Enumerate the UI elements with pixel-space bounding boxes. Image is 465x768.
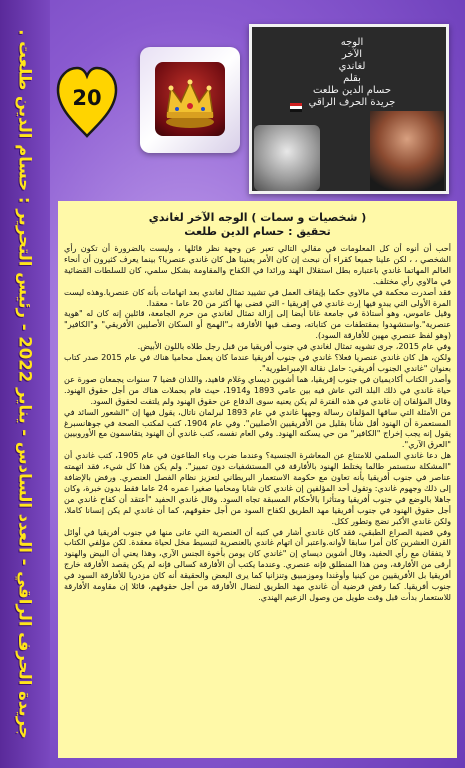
article-body xyxy=(64,243,451,753)
photo-caption: الوجه الآخر لغاندي بقلم حسام الدين طلعت جريدة الحرف الراقي xyxy=(308,37,396,108)
article-paragraph: وفي قضية الصراع الطبقي، فقد كان غاندي أشار في كتبه أن العنصرية التي عانى منها في جنوب أفريقيا في أوائل القرن العشرين كان أمرا سابقا لأوانه.واعتبر أن اتهام غاندي بالعنصرية لتبسيط مخل لحياة معقدة. لكن مؤلفي الكتاب لا يتفقان مع رأي الحفيد، وقال أشوين ديساي إن "غاندي كان يومن بأخوة الجنس الآري، وهذا يعني أن البيض والهنود أرقى من الأفارقة، ومن هذا المنطلق فإنه عنصري. وعندما يكتب أن الأفارقة كسالى فإنه لم يكن يقصد الأفارقة خارج أفريقيا بل الأفريقيين من كينيا وأوغندا وموزمبيق وتنزانيا كما يرى البعض والحقيقة أنه كان مزدريا للأفارقة السود في جنوب أفريقيا. كما رفض فرضية أن غاندي مهد الطريق لنضال الأفارقة من أجل حقوقهم، قائلا إن مقاومة الأفارقة للاستعمار بدأت قبل وقت طويل من وصول الزعيم الهندي. xyxy=(64,526,451,602)
newspaper-masthead: جريدة الحرف الراقي - العدد السادس - يناير 2022 - رئيس التحرير : حسام الدين طلعت . xyxy=(15,29,35,739)
article-paragraph: وقيل عاموس، وهو أستاذة في جامعة غانا أيضا إلى إزالة تمثال لغاندي من حرم الجامعة، قائلين إنه كان له "هوية عنصرية".واستشهدوا بمقتطفات من كتاباته، وصف فيها الأفارقة بـ"الهمج أو السكان الأصليين الأفريقي" و"الكافير" (وهو لفظ عنصري مهين للأفارقة السود). xyxy=(64,308,451,341)
article-paragraph: أحب أن أنوه أن كل المعلومات في مقالي التالي تعبر عن وجهة نظر قائلها ، وليست بالضرورة أن تكون رأي الشخصي ، ، لكن علينا جميعا كقراء أن نبحث إن كان الأمر يعنينا هل كان غاندي عنصريا؟ بينما يعرف كثيرون أن أنحاء العالم المهاتما غاندي باعتباره بطل استقلال الهند ورائدا في الكفاح والمقاومة بشكل سلمي، كان للسلطات القضائية في مالاوي رأي مختلف. xyxy=(64,243,451,286)
cover-photo xyxy=(249,24,449,194)
author-portrait xyxy=(370,111,444,191)
article-paragraph: وفي عام 2015، جرى تشويه تمثال لغاندي في جنوب أفريقيا من قبل رجل طلاه باللون الأبيض. xyxy=(137,341,451,352)
article-headline: ( شخصيات و سمات ) الوجه الآخر لغاندي xyxy=(148,211,367,224)
crown-logo xyxy=(140,47,240,153)
article-paragraph: وأصدر الكتاب أكاديميان في جنوب إفريقيا، هما أشوين ديساي وغلام فاهيد، واللذان قضيا 7 سنوات يجمعان صورة عن حياة غاندي في ذلك البلد التي عاش فيه بين عامي 1893 و1914، حيث قام بحملات هناك من أجل حقوق الهنود. وقال المؤلفان إن غاندي في هذه الفترة لم يكن يعنيه سوى الدفاع عن حقوق الهنود ولم يلتفت لحقوق السود. xyxy=(64,373,451,406)
article-panel xyxy=(58,201,457,758)
article-paragraph: هل دعا غاندي السلمي للامتناع عن المعاشرة الجنسية؟ وعندما ضرب وباء الطاعون في عام 1905، كتب غاندي أن "المشكلة ستستمر طالما يختلط الهنود بالأفارقة في المستشفيات دون تمييز". ولم يكن هذا كل شيء، فقد اتهمته عناصر في جنوب أفريقيا بأنه تعاون مع حكومة الاستعمار البريطاني لتعزيز نظام الفصل العنصري. ورفض بالإضافة إلى ذلك وجهوم غاندي: وتقول أحد المؤلفين إن غاندي كان شابا ومحاميا صغيرا عمره 24 عاما فقط بدون خبرة، وكان جاهلا بالوضع في جنوب أفريقيا ومتأثرا بالأحكام المسبقة تجاه السود. وقال غاندي الحفيد "أعتقد أن كفاح غاندي من أجل حقوق الهنود في جنوب أفريقيا مهد الطريق لكفاح السود من أجل حقوقهم، كما أن غاندي لم يكن إنسانا كاملا، ولكن غاندي الأكبر نضج وتطور ككل. xyxy=(64,450,451,526)
crown-icon xyxy=(155,62,225,136)
egypt-flag-icon xyxy=(290,103,302,112)
article-byline: تحقيق : حسام الدين طلعت xyxy=(184,225,331,238)
article-paragraph: فقد أصدرت محكمة في مالاوي حكما بإيقاف العمل في تشييد تمثال لغاندي بعد اتهامات بأنه كان عنصريا.وهذه ليست المرة الأولى التي يبدو فيها إرث غاندي في إفريقيا - التي قضى بها أكثر من 20 عاما - معقدا. xyxy=(64,286,451,308)
article-paragraph: من الأمثلة التي ساقها المؤلفان رسالة وجهها غاندي في عام 1893 لبرلمان ناتال، يقول فيها إن "الشعور السائد في المستعمرة أن الهنود أقل شأنا بقليل من الأفريقيين الأصليين". وفي عام 1904، كتب لمكتب الصحة في جوهانسبرغ يقول إنه يجب إخراج "الكافير" من حي يسكنه الهنود. وفي العام نفسه، كتب غاندي أن الهنود يتقاسمون مع الأوروبيين "العرق الآري". xyxy=(64,406,451,450)
page-number: 20 xyxy=(72,86,102,110)
gandhi-portrait xyxy=(254,125,320,191)
article-paragraph: ولكن، هل كان غاندي عنصريا فعلا؟ غاندي في جنوب أفريقيا عندما كان يعمل محاميا هناك في عام 2015 صدر كتاب بعنوان "غاندي الجنوب أفريقي: حامل نقالة الإمبراطورية". xyxy=(64,352,451,373)
